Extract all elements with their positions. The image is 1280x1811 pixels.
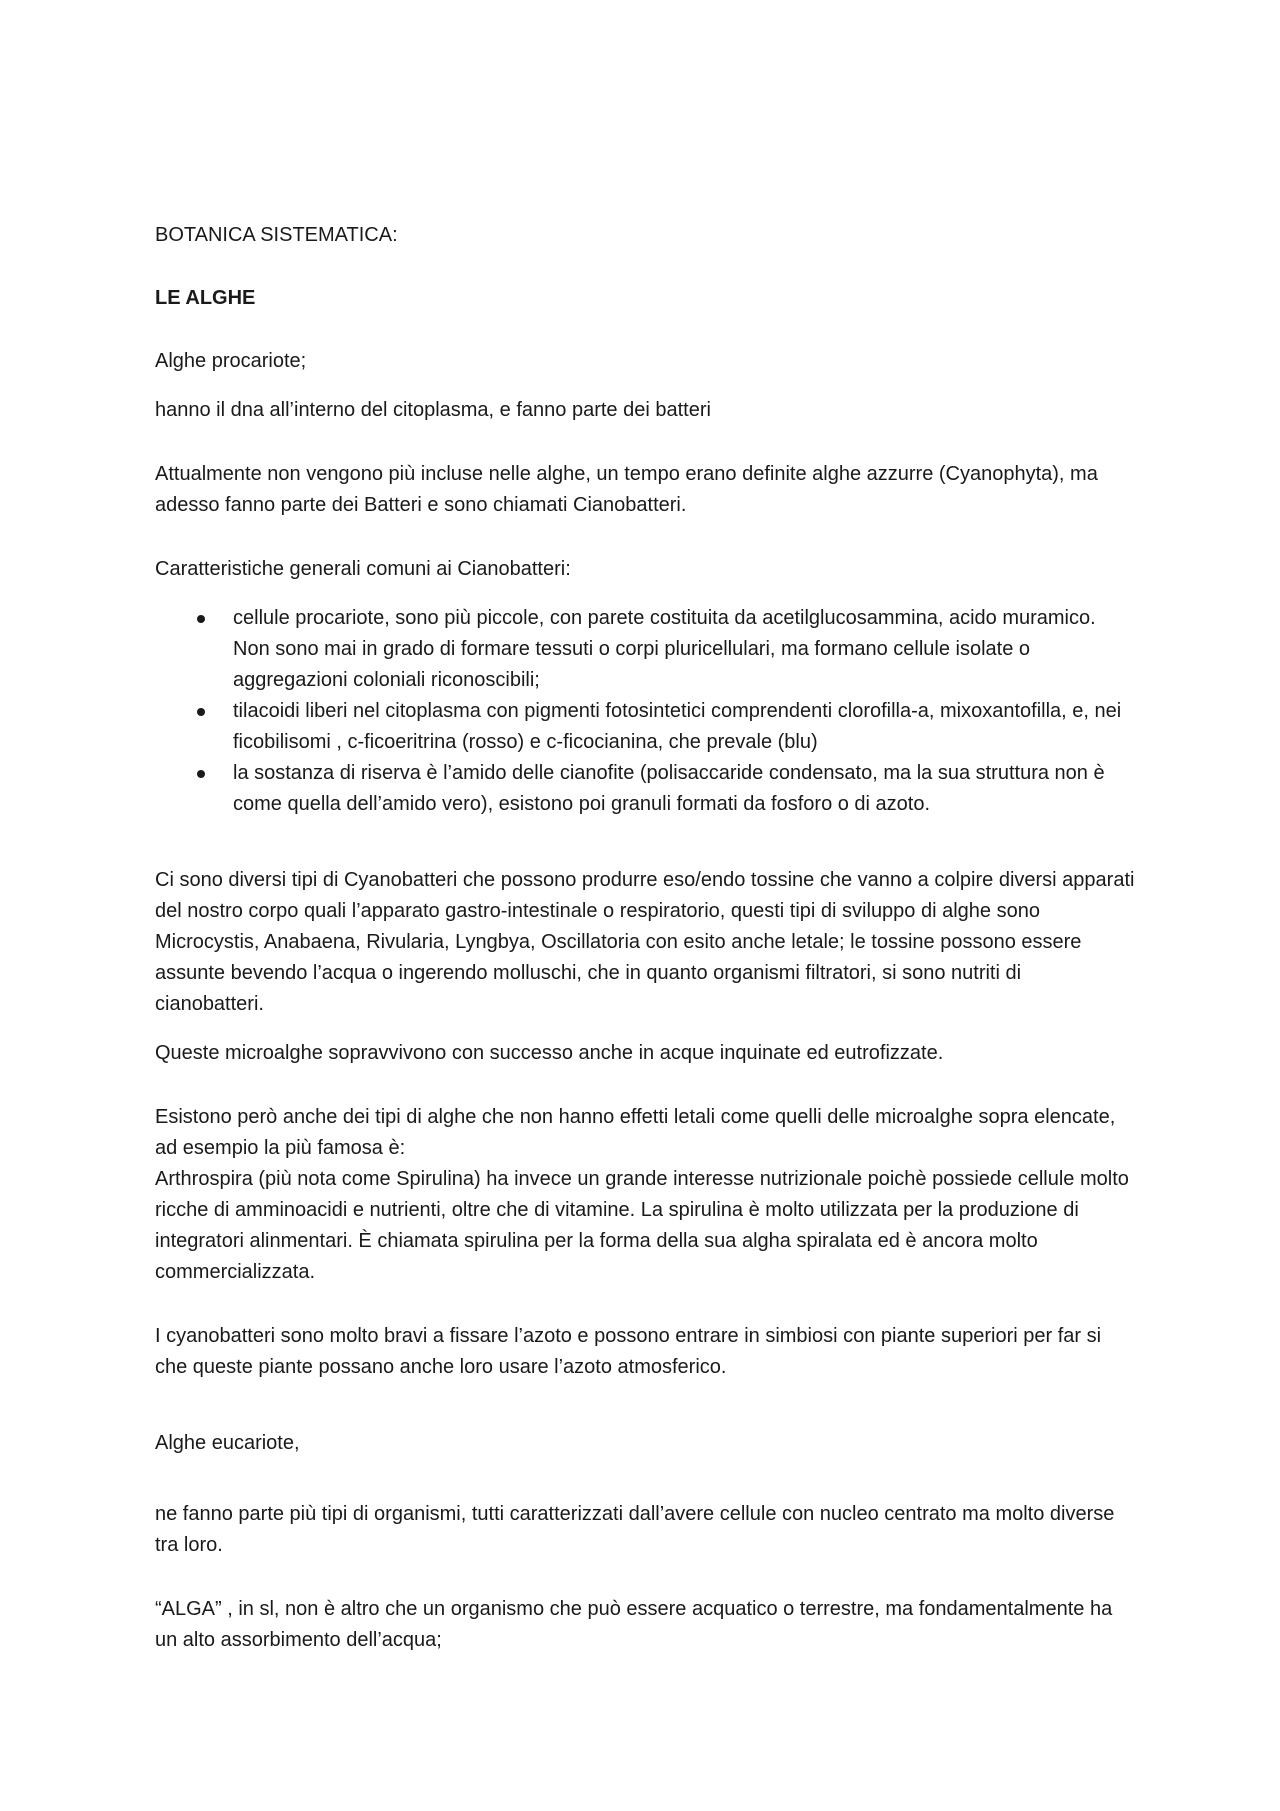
list-item bbox=[155, 758, 1135, 820]
bullet-icon bbox=[197, 708, 205, 716]
paragraph-azoto: I cyanobatteri sono molto bravi a fissare l’azoto e possono entrare in simbiosi con piante superiori per far si che queste piante possano anche loro usare l’azoto atmosferico. bbox=[155, 1325, 1102, 1378]
list-item-text: tilacoidi liberi nel citoplasma con pigmenti fotosintetici comprendenti clorofilla-a, mixoxantofilla, e, nei ficobilisomi , c-ficoeritrina (rosso) e c-ficocianina, che prevale (blu) bbox=[233, 700, 1122, 753]
paragraph-spirulina-intro: Esistono però anche dei tipi di alghe che non hanno effetti letali come quelli delle microalghe sopra elencate, ad esempio la più famosa è: bbox=[155, 1106, 1116, 1159]
paragraph-eucariote: ne fanno parte più tipi di organismi, tutti caratterizzati dall’avere cellule con nucleo centrato ma molto diverse tra loro. bbox=[155, 1503, 1115, 1556]
document-page bbox=[155, 220, 1135, 1656]
characteristics-list bbox=[155, 603, 1135, 820]
bullet-icon bbox=[197, 615, 205, 623]
paragraph-spirulina: Arthrospira (più nota come Spirulina) ha invece un grande interesse nutrizionale poichè possiede cellule molto ricche di amminoacidi e nutrienti, oltre che di vitamine. La spirulina è molto utilizzata per la produzione di integratori alinmentari. È chiamata spirulina per la forma della sua algha spiralata ed è ancora molto commercializzata. bbox=[155, 1168, 1129, 1283]
paragraph-cyanophyta: Attualmente non vengono più incluse nelle alghe, un tempo erano definite alghe azzurre (Cyanophyta), ma adesso fanno parte dei Batteri e sono chiamati Cianobatteri. bbox=[155, 463, 1098, 516]
paragraph-alga-definition: “ALGA” , in sl, non è altro che un organismo che può essere acquatico o terrestre, ma fondamentalmente ha un alto assorbimento dell’acqua; bbox=[155, 1598, 1113, 1651]
bullet-icon bbox=[197, 770, 205, 778]
section-title: BOTANICA SISTEMATICA: bbox=[155, 224, 398, 246]
procariote-heading: Alghe procariote; bbox=[155, 350, 307, 372]
list-item-text: la sostanza di riserva è l’amido delle cianofite (polisaccaride condensato, ma la sua struttura non è come quella dell’amido vero), esistono poi granuli formati da fosforo o di azoto. bbox=[233, 762, 1105, 815]
paragraph-microalghe: Queste microalghe sopravvivono con successo anche in acque inquinate ed eutrofizzate. bbox=[155, 1042, 944, 1064]
list-item-text: cellule procariote, sono più piccole, con parete costituita da acetilglucosammina, acido muramico. Non sono mai in grado di formare tessuti o corpi pluricellulari, ma formano cellule isolate o aggregazioni coloniali riconoscibili; bbox=[233, 607, 1096, 691]
eucariote-heading: Alghe eucariote, bbox=[155, 1432, 300, 1454]
chapter-title: LE ALGHE bbox=[155, 287, 256, 309]
paragraph-caratteristiche: Caratteristiche generali comuni ai Cianobatteri: bbox=[155, 558, 571, 580]
list-item bbox=[155, 603, 1135, 696]
paragraph-dna: hanno il dna all’interno del citoplasma, e fanno parte dei batteri bbox=[155, 399, 711, 421]
list-item bbox=[155, 696, 1135, 758]
paragraph-tossine: Ci sono diversi tipi di Cyanobatteri che possono produrre eso/endo tossine che vanno a colpire diversi apparati del nostro corpo quali l’apparato gastro-intestinale o respiratorio, questi tipi di sviluppo di alghe sono Microcystis, Anabaena, Rivularia, Lyngbya, Oscillatoria con esito anche letale; le tossine possono essere assunte bevendo l’acqua o ingerendo molluschi, che in quanto organismi filtratori, si sono nutriti di cianobatteri. bbox=[155, 869, 1135, 1015]
